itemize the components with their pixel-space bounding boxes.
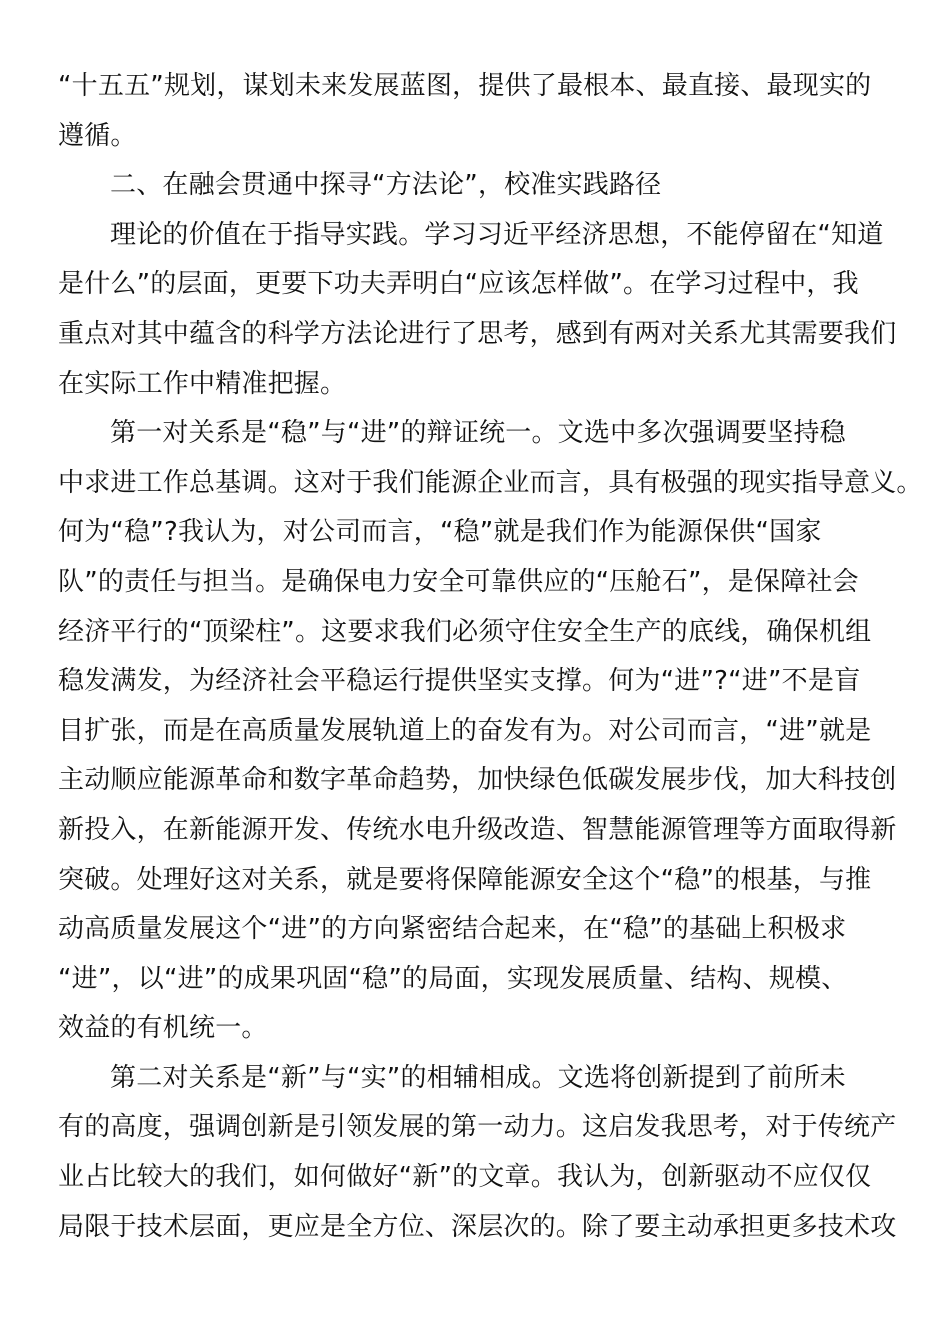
paragraph-line: 第二对关系是“新”与“实”的相辅相成。文选将创新提到了前所未: [110, 1062, 846, 1093]
paragraph-line: “十五五”规划，谋划未来发展蓝图，提供了最根本、最直接、最现实的: [58, 71, 872, 101]
paragraph-line: 突破。处理好这对关系，就是要将保障能源安全这个“稳”的根基，与推: [58, 864, 872, 895]
paragraph-line: 动高质量发展这个“进”的方向紧密结合起来，在“稳”的基础上积极求: [58, 914, 847, 945]
paragraph-line: 目扩张，而是在高质量发展轨道上的奋发有为。对公司而言，“进”就是: [58, 715, 872, 746]
paragraph-line: 业占比较大的我们，如何做好“新”的文章。我认为，创新驱动不应仅仅: [58, 1162, 872, 1193]
paragraph-line: 是什么”的层面，更要下功夫弄明白“应该怎样做”。在学习过程中，我: [58, 269, 859, 300]
paragraph-line: 队”的责任与担当。是确保电力安全可靠供应的“压舱石”，是保障社会: [58, 566, 859, 597]
paragraph-line: 理论的价值在于指导实践。学习习近平经济思想，不能停留在“知道: [110, 219, 884, 250]
section-heading: 二、在融会贯通中探寻“方法论”，校准实践路径: [110, 170, 662, 201]
paragraph-line: 效益的有机统一。: [58, 1013, 268, 1044]
paragraph-line: 重点对其中蕴含的科学方法论进行了思考，感到有两对关系尤其需要我们: [58, 318, 897, 349]
paragraph-line: 遵循。: [58, 120, 137, 151]
paragraph-line: 稳发满发，为经济社会平稳运行提供坚实支撑。何为“进”?“进”不是盲: [58, 666, 861, 697]
paragraph-line: “进”，以“进”的成果巩固“稳”的局面，实现发展质量、结构、规模、: [58, 963, 848, 994]
paragraph-line: 何为“稳”?我认为，对公司而言，“稳”就是我们作为能源保供“国家: [58, 517, 822, 548]
paragraph-line: 在实际工作中精准把握。: [58, 368, 347, 399]
paragraph-line: 新投入，在新能源开发、传统水电升级改造、智慧能源管理等方面取得新: [58, 814, 897, 845]
paragraph-line: 局限于技术层面，更应是全方位、深层次的。除了要主动承担更多技术攻: [58, 1211, 897, 1242]
paragraph-line: 第一对关系是“稳”与“进”的辩证统一。文选中多次强调要坚持稳: [110, 418, 846, 449]
document-page: [58, 62, 923, 1252]
paragraph-line: 中求进工作总基调。这对于我们能源企业而言，具有极强的现实指导意义。: [58, 467, 923, 498]
paragraph-line: 主动顺应能源革命和数字革命趋势，加快绿色低碳发展步伐，加大科技创: [58, 765, 897, 796]
paragraph-line: 有的高度，强调创新是引领发展的第一动力。这启发我思考，对于传统产: [58, 1112, 897, 1143]
paragraph-line: 经济平行的“顶梁柱”。这要求我们必须守住安全生产的底线，确保机组: [58, 616, 872, 647]
